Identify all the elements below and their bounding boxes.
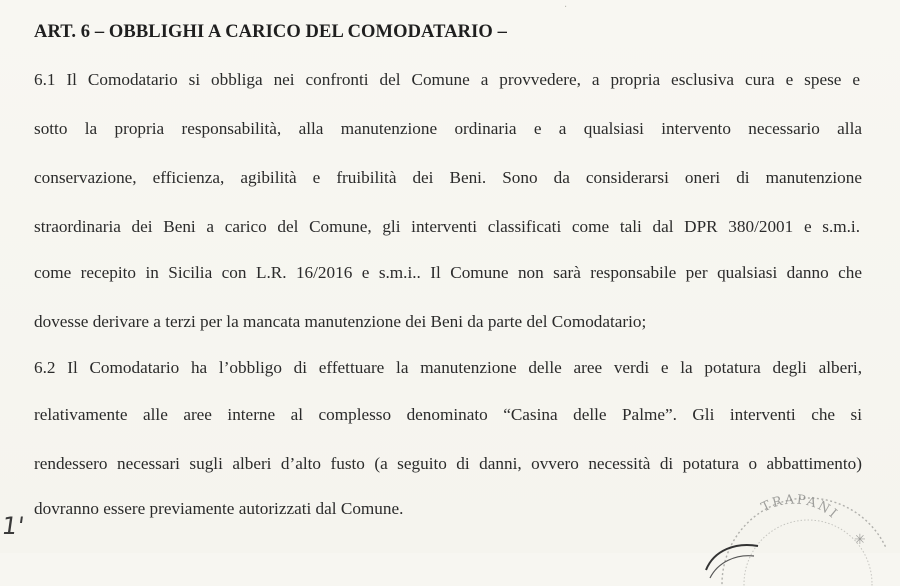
paragraph-line: 6.2 Il Comodatario ha l’obbligo di effettuare la manutenzione delle aree verdi e la potatura degli alberi, (34, 358, 862, 377)
svg-text:TRAPANI (759, 492, 841, 522)
paragraph-line: dovesse derivare a terzi per la mancata manutenzione dei Beni da parte del Comodatario; (34, 312, 647, 331)
paragraph-line: straordinaria dei Beni a carico del Comune, gli interventi classificati come tali dal DPR 380/2001 e s.m.i. (34, 217, 860, 236)
paragraph-line: relativamente alle aree interne al complesso denominato “Casina delle Palme”. Gli interventi che si (34, 405, 862, 424)
municipal-seal-stamp (696, 466, 886, 586)
paragraph-line: come recepito in Sicilia con L.R. 16/2016 e s.m.i.. Il Comune non sarà responsabile per qualsiasi danno che (34, 263, 862, 282)
seal-text: TRAPANI (759, 492, 841, 523)
paragraph-line: conservazione, efficienza, agibilità e fruibilità dei Beni. Sono da considerarsi oneri di manutenzione (34, 168, 862, 187)
margin-annotation: 1' (0, 512, 26, 540)
paragraph-line: rendessero necessari sugli alberi d’alto fusto (a seguito di danni, ovvero necessità di potatura o abbattimento) (34, 454, 862, 473)
scan-speck: · (564, 2, 568, 13)
article-heading: ART. 6 – OBBLIGHI A CARICO DEL COMODATARIO – (34, 22, 507, 42)
svg-text:✳: ✳ (854, 532, 866, 548)
paragraph-line: sotto la propria responsabilità, alla manutenzione ordinaria e a qualsiasi intervento necessario alla (34, 119, 862, 138)
paragraph-line: dovranno essere previamente autorizzati dal Comune. (34, 499, 404, 518)
paragraph-line: 6.1 Il Comodatario si obbliga nei confronti del Comune a provvedere, a propria esclusiva cura e spese e (34, 70, 860, 89)
